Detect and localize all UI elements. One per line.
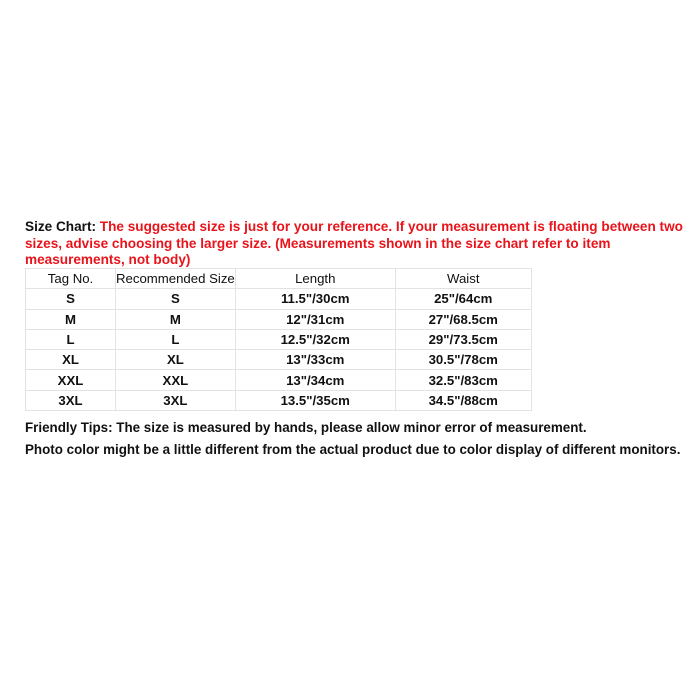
table-row [26,350,532,370]
cell-tag-no: L [26,329,116,349]
cell-tag-no: XXL [26,370,116,390]
cell-recommended-size: 3XL [116,390,236,410]
cell-tag-no: S [26,289,116,309]
cell-recommended-size: L [116,329,236,349]
cell-length: 12"/31cm [235,309,395,329]
table-row [26,309,532,329]
friendly-tips [25,420,685,458]
header-waist: Waist [395,269,531,289]
size-chart-table [25,268,532,411]
header-tag-no: Tag No. [26,269,116,289]
header-length: Length [235,269,395,289]
cell-recommended-size: S [116,289,236,309]
cell-tag-no: M [26,309,116,329]
cell-waist: 27"/68.5cm [395,309,531,329]
cell-waist: 29"/73.5cm [395,329,531,349]
cell-length: 12.5"/32cm [235,329,395,349]
size-chart-intro [25,219,685,269]
tip-photo-color: Photo color might be a little different from the actual product due to color display of different monitors. [25,441,681,457]
table-row [26,390,532,410]
size-chart-label: Size Chart: [25,219,97,234]
cell-waist: 34.5"/88cm [395,390,531,410]
cell-waist: 25"/64cm [395,289,531,309]
cell-length: 13.5"/35cm [235,390,395,410]
header-recommended-size: Recommended Size [116,269,236,289]
cell-length: 11.5"/30cm [235,289,395,309]
cell-length: 13"/33cm [235,350,395,370]
tip-measurement: Friendly Tips: The size is measured by hands, please allow minor error of measurement. [25,420,587,435]
cell-waist: 30.5"/78cm [395,350,531,370]
cell-recommended-size: XXL [116,370,236,390]
table-row [26,289,532,309]
cell-recommended-size: M [116,309,236,329]
table-header-row [26,269,532,289]
table-row [26,329,532,349]
table-row [26,370,532,390]
cell-tag-no: XL [26,350,116,370]
size-chart-note: The suggested size is just for your reference. If your measurement is floating between two sizes, advise choosing the larger size. (Measurements shown in the size chart refer to item measurements, not body) [25,219,683,267]
cell-tag-no: 3XL [26,390,116,410]
cell-waist: 32.5"/83cm [395,370,531,390]
cell-length: 13"/34cm [235,370,395,390]
cell-recommended-size: XL [116,350,236,370]
